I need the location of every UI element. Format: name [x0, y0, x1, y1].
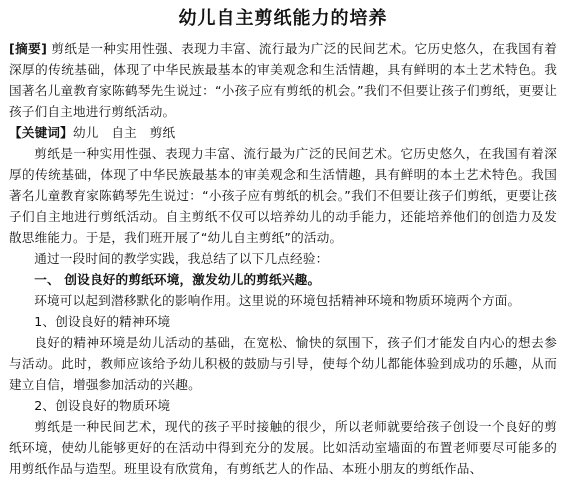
summary-paragraph: 通过一段时间的教学实践，我总结了以下几点经验：	[34, 251, 329, 266]
document-title: 幼儿自主剪纸能力的培养	[178, 8, 388, 29]
subsection-1-paragraph: 良好的精神环境是幼儿活动的基础，在宽松、愉快的氛围下，孩子们才能发自内心的想去参与活动。此时，教师应该给予幼儿积极的鼓励与引导，使每个幼儿都能体验到成功的乐趣，从而建立自信，增强参加活动的兴趣。	[9, 335, 557, 392]
subsection-2-paragraph: 剪纸是一种民间艺术，现代的孩子平时接触的很少，所以老师就要给孩子创设一个良好的剪纸环境，使幼儿能够更好的在活动中得到充分的发展。比如活动室墙面的布置老师要尽可能多的用剪纸作品与造型。班里设有欣赏角，有剪纸艺人的作品、本班小朋友的剪纸作品、	[9, 419, 557, 476]
section-1-paragraph: 环境可以起到潜移默化的影响作用。这里说的环境包括精神环境和物质环境两个方面。	[34, 293, 521, 308]
keywords-label: 【关键词】	[9, 125, 73, 140]
subsection-1-heading: 1、创设良好的精神环境	[34, 314, 171, 329]
keywords	[9, 122, 557, 143]
keywords-text: 幼儿 自主 剪纸	[72, 125, 176, 140]
section-1-heading: 一、 创设良好的剪纸环境，激发幼儿的剪纸兴趣。	[34, 272, 321, 287]
intro-paragraph: 剪纸是一种实用性强、表现力丰富、流行最为广泛的民间艺术。它历史悠久，在我国有着深厚的传统基础，体现了中华民族最基本的审美观念和生活情趣，具有鲜明的本土艺术特色。我国著名儿童教育家陈鹤琴先生说过：“小孩子应有剪纸的机会。”我们不但要让孩子们剪纸，更要让孩子们自主地进行剪纸活动。自主剪纸不仅可以培养幼儿的动手能力，还能培养他们的创造力及发散思维能力。于是，我们班开展了“幼儿自主剪纸”的活动。	[9, 146, 557, 245]
abstract-text: 剪纸是一种实用性强、表现力丰富、流行最为广泛的民间艺术。它历史悠久，在我国有着深厚的传统基础，体现了中华民族最基本的审美观念和生活情趣，具有鲜明的本土艺术特色。我国著名儿童教育家陈鹤琴先生说过：“小孩子应有剪纸的机会。”我们不但要让孩子们剪纸，更要让孩子们自主地进行剪纸活动。	[9, 41, 557, 119]
subsection-2-heading: 2、创设良好的物质环境	[34, 398, 171, 413]
abstract	[9, 38, 557, 122]
abstract-label: [摘要]	[9, 41, 48, 56]
